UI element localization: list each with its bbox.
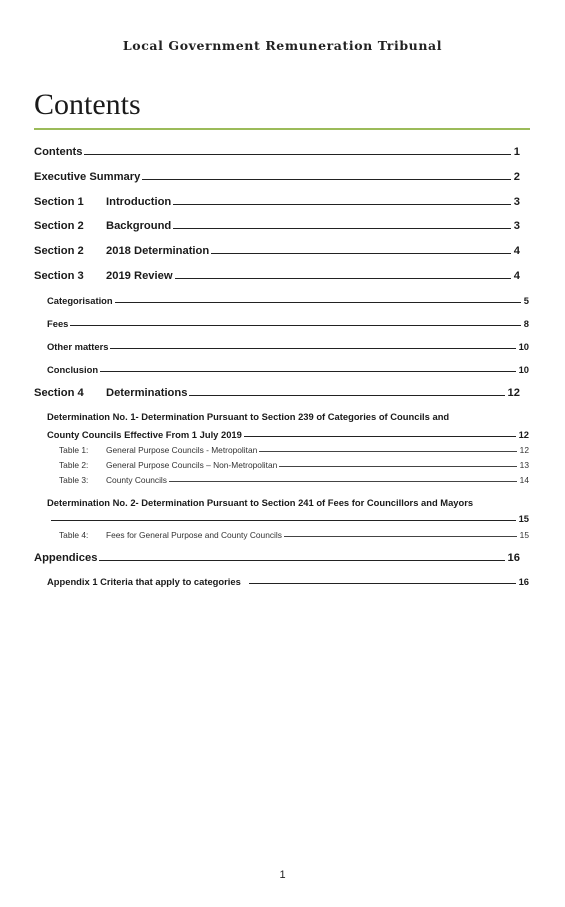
page-title: Contents (34, 88, 141, 121)
toc-leader (169, 481, 517, 482)
toc-section-number: Section 1 (34, 196, 84, 208)
toc-entry-label: Appendix 1 Criteria that apply to categories (47, 576, 241, 587)
toc-table-number: Table 2: (59, 460, 89, 470)
toc-entry-label: Introduction (106, 196, 172, 208)
toc-entry-label: County Councils Effective From 1 July 2019 (47, 429, 242, 440)
toc-page-number: 14 (519, 475, 529, 485)
toc-entry-determination-2-line1[interactable]: Determination No. 2- Determination Pursuant to Section 241 of Fees for Councillors and Mayors (47, 497, 474, 508)
toc-leader (99, 560, 504, 561)
toc-entry-table-4[interactable] (59, 530, 529, 540)
toc-page-number: 16 (518, 576, 529, 587)
toc-leader (100, 371, 516, 372)
toc-leader (189, 395, 504, 396)
toc-page-number: 12 (507, 387, 520, 399)
toc-entry-determination-1-line1[interactable]: Determination No. 1- Determination Pursuant to Section 239 of Categories of Councils and (47, 411, 450, 422)
toc-leader (173, 204, 511, 205)
toc-section-number: Section 4 (34, 387, 84, 399)
toc-page-number: 5 (523, 295, 529, 306)
toc-leader (70, 325, 520, 326)
toc-entry-determination-2[interactable] (51, 513, 529, 524)
toc-page-number: 16 (507, 552, 520, 564)
toc-entry-executive-summary[interactable] (34, 171, 520, 183)
toc-entry-label: 2018 Determination (106, 245, 210, 257)
toc-entry-label: General Purpose Councils - Metropolitan (106, 445, 258, 455)
toc-entry-fees[interactable] (47, 318, 529, 329)
toc-entry-table-2[interactable] (59, 460, 529, 470)
toc-section-number: Section 2 (34, 220, 84, 232)
toc-entry-label: Fees for General Purpose and County Councils (106, 530, 282, 540)
toc-entry-section-2-determination[interactable] (34, 245, 520, 257)
toc-entry-label: County Councils (106, 475, 167, 485)
toc-entry-categorisation[interactable] (47, 295, 529, 306)
toc-page-number: 12 (519, 445, 529, 455)
toc-leader (142, 179, 510, 180)
toc-entry-appendix-1[interactable] (47, 576, 529, 587)
toc-page-number: 8 (523, 318, 529, 329)
toc-page-number: 10 (518, 341, 529, 352)
toc-leader (244, 436, 516, 437)
toc-leader (279, 466, 516, 467)
toc-page-number: 12 (518, 429, 529, 440)
toc-entry-table-3[interactable] (59, 475, 529, 485)
toc-page-number: 15 (519, 530, 529, 540)
toc-table-number: Table 1: (59, 445, 89, 455)
toc-page-number: 1 (513, 146, 520, 158)
toc-entry-section-4[interactable] (34, 387, 520, 399)
toc-page-number: 4 (513, 270, 520, 282)
toc-entry-label: Appendices (34, 552, 98, 564)
toc-page-number: 3 (513, 196, 520, 208)
toc-entry-table-1[interactable] (59, 445, 529, 455)
toc-entry-determination-1[interactable] (47, 429, 529, 440)
toc-page-number: 13 (519, 460, 529, 470)
toc-entry-label: Determinations (106, 387, 188, 399)
title-divider (34, 128, 530, 130)
toc-entry-label: Other matters (47, 341, 109, 352)
toc-entry-section-2-background[interactable] (34, 220, 520, 232)
toc-entry-section-3[interactable] (34, 270, 520, 282)
toc-entry-contents[interactable] (34, 146, 520, 158)
toc-entry-conclusion[interactable] (47, 364, 529, 375)
toc-leader (249, 583, 516, 584)
toc-page-number: 4 (513, 245, 520, 257)
running-header: Local Government Remuneration Tribunal (122, 38, 443, 53)
toc-page-number: 15 (518, 513, 529, 524)
toc-section-number: Section 2 (34, 245, 84, 257)
toc-leader (115, 302, 521, 303)
toc-leader (211, 253, 511, 254)
toc-table-number: Table 3: (59, 475, 89, 485)
toc-entry-label: Conclusion (47, 364, 99, 375)
toc-leader (51, 520, 516, 521)
toc-entry-label: Categorisation (47, 295, 113, 306)
toc-leader (175, 278, 511, 279)
page-number: 1 (279, 869, 286, 881)
toc-leader (110, 348, 515, 349)
toc-section-number: Section 3 (34, 270, 84, 282)
toc-entry-section-1[interactable] (34, 196, 520, 208)
toc-entry-label: General Purpose Councils – Non-Metropolitan (106, 460, 278, 470)
toc-entry-other-matters[interactable] (47, 341, 529, 352)
toc-page-number: 10 (518, 364, 529, 375)
toc-leader (173, 228, 510, 229)
toc-leader (259, 451, 516, 452)
toc-entry-label: Executive Summary (34, 171, 141, 183)
toc-entry-label: 2019 Review (106, 270, 173, 282)
toc-entry-label: Background (106, 220, 172, 232)
toc-page-number: 3 (513, 220, 520, 232)
toc-entry-appendices[interactable] (34, 552, 520, 564)
toc-entry-label: Fees (47, 318, 69, 329)
toc-table-number: Table 4: (59, 530, 89, 540)
toc-entry-label: Contents (34, 146, 83, 158)
toc-page-number: 2 (513, 171, 520, 183)
toc-leader (84, 154, 510, 155)
toc-leader (284, 536, 517, 537)
